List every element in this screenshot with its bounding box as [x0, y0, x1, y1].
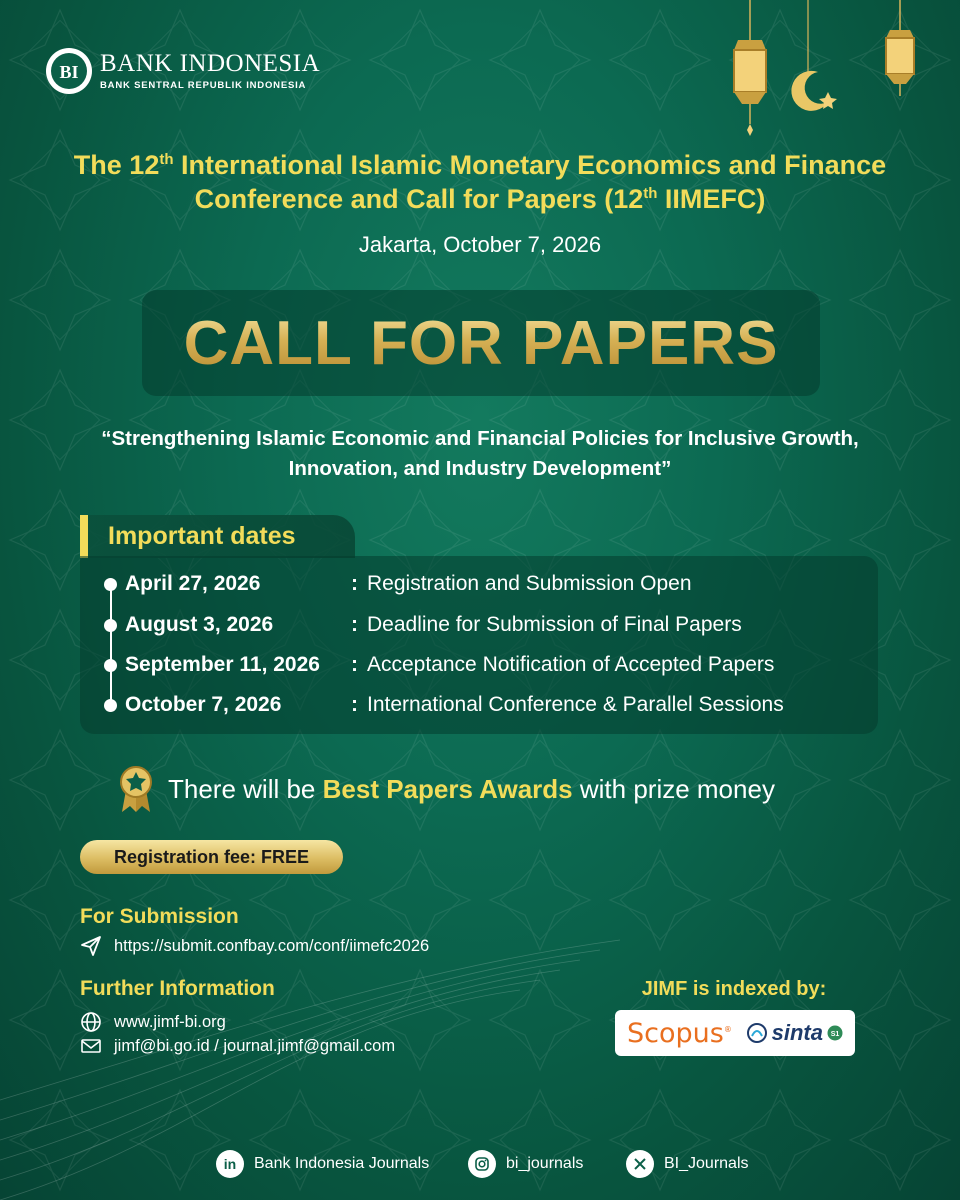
send-icon: [80, 935, 102, 957]
email-addresses[interactable]: jimf@bi.go.id / journal.jimf@gmail.com: [114, 1036, 396, 1055]
lantern-crescent-decoration: [700, 0, 960, 150]
date-value: April 27, 2026: [125, 572, 261, 595]
date-description: Acceptance Notification of Accepted Papers: [367, 653, 775, 676]
bank-indonesia-logo: [46, 48, 320, 94]
call-for-papers-banner: [142, 290, 820, 396]
conference-location-date: Jakarta, October 7, 2026: [358, 232, 602, 257]
svg-text:S1: S1: [830, 1031, 840, 1038]
date-value: October 7, 2026: [125, 693, 282, 716]
timeline-dot: [104, 659, 117, 672]
further-information-title: Further Information: [80, 977, 275, 1000]
instagram-icon: [468, 1150, 496, 1178]
date-row: October 7, 2026 : International Conference & Parallel Sessions: [104, 690, 784, 720]
sinta-emblem-icon: [746, 1022, 768, 1044]
email-row[interactable]: [80, 1035, 395, 1057]
important-dates-header: [80, 515, 355, 558]
date-value: August 3, 2026: [125, 613, 274, 636]
sinta-logo: sinta S1: [746, 1020, 843, 1046]
crescent-icon: [791, 71, 828, 111]
lantern-icon: [734, 40, 766, 136]
scopus-logo: Scopus®: [627, 1017, 732, 1049]
conference-title: The 12th International Islamic Monetary Economics and Finance Conference and Call for Papers (12th IIMEFC): [73, 150, 887, 214]
award-highlight: Best Papers Awards: [322, 773, 573, 804]
mail-icon: [80, 1035, 102, 1057]
date-row: August 3, 2026 : Deadline for Submission of Final Papers: [104, 610, 742, 640]
timeline-dot: [104, 699, 117, 712]
logo-name: BANK INDONESIA: [100, 50, 321, 77]
important-dates-title: Important dates: [108, 522, 296, 550]
timeline-dot: [104, 619, 117, 632]
x-icon: [626, 1150, 654, 1178]
timeline-dot: [104, 578, 117, 591]
date-description: Deadline for Submission of Final Papers: [367, 613, 742, 636]
date-row: September 11, 2026 : Acceptance Notification of Accepted Papers: [104, 650, 774, 680]
date-description: Registration and Submission Open: [367, 572, 692, 595]
submission-link-row[interactable]: [80, 935, 429, 957]
bi-emblem-icon: [46, 48, 92, 94]
indexed-by-title: JIMF is indexed by:: [641, 978, 827, 1000]
instagram-handle[interactable]: bi_journals: [506, 1155, 584, 1172]
date-row: April 27, 2026 : Registration and Submission Open: [104, 569, 692, 599]
registration-fee-badge: Registration fee: FREE: [80, 840, 343, 874]
instagram-link[interactable]: [468, 1150, 583, 1178]
linkedin-link[interactable]: [216, 1150, 429, 1178]
conference-theme: “Strengthening Islamic Economic and Financial Policies for Inclusive Growth, Innovation, and Industry Development”: [101, 427, 859, 480]
lantern-icon-small: [886, 30, 914, 96]
x-link[interactable]: [626, 1150, 749, 1178]
linkedin-icon: in: [216, 1150, 244, 1178]
timeline-line: [110, 584, 112, 706]
award-ribbon-icon: [118, 764, 154, 814]
linkedin-handle[interactable]: Bank Indonesia Journals: [254, 1155, 430, 1172]
website-row[interactable]: [80, 1011, 226, 1033]
date-description: International Conference & Parallel Sessions: [367, 693, 784, 716]
call-for-papers-heading: CALL FOR PAPERS: [183, 308, 779, 378]
globe-icon: [80, 1011, 102, 1033]
website-url[interactable]: www.jimf-bi.org: [114, 1012, 226, 1031]
logo-subtitle: BANK SENTRAL REPUBLIK INDONESIA: [100, 80, 307, 91]
best-paper-award-note: There will be Best Papers Awards with prize money: [118, 764, 775, 814]
indexing-logos: [615, 1010, 855, 1056]
x-handle[interactable]: BI_Journals: [664, 1155, 749, 1172]
submission-url[interactable]: https://submit.confbay.com/conf/iimefc2026: [114, 936, 430, 955]
date-value: September 11, 2026: [125, 653, 320, 676]
svg-text:BI: BI: [59, 62, 79, 82]
submission-title: For Submission: [80, 905, 239, 928]
